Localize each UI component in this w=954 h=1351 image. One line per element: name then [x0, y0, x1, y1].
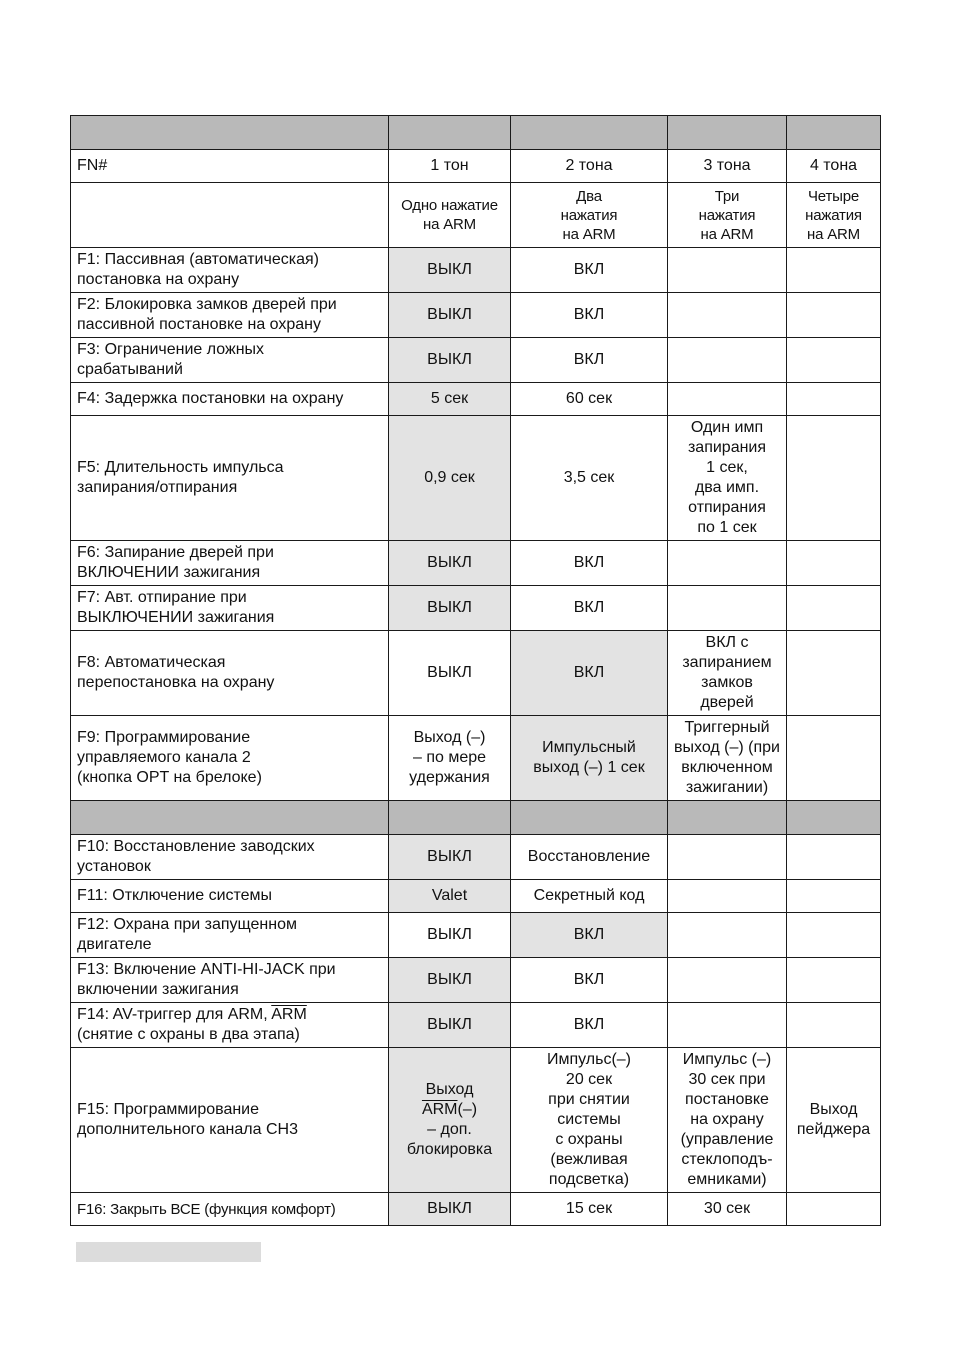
- function-name: F2: Блокировка замков дверей при пассивной постановке на охрану: [71, 293, 389, 338]
- value-tone-1: ВЫКЛ: [389, 586, 511, 631]
- value-tone-2: ВКЛ: [511, 958, 668, 1003]
- value-tone-2: Восстановление: [511, 835, 668, 880]
- value-tone-2: ВКЛ: [511, 541, 668, 586]
- function-name: F7: Авт. отпирание при ВЫКЛЮЧЕНИИ зажигания: [71, 586, 389, 631]
- function-name: F8: Автоматическая перепостановка на охрану: [71, 631, 389, 716]
- function-name: F3: Ограничение ложных срабатываний: [71, 338, 389, 383]
- value-tone-4: [787, 716, 881, 801]
- function-name: F15: Программирование дополнительного канала CH3: [71, 1048, 389, 1193]
- value-tone-2: ВКЛ: [511, 586, 668, 631]
- value-part: – доп. блокировка: [406, 1121, 493, 1158]
- value-tone-3: [668, 248, 787, 293]
- table-row-f15: [71, 1048, 881, 1193]
- value-tone-2: ВКЛ: [511, 1003, 668, 1048]
- value-tone-3: Импульс (–) 30 сек при постановке на охрану (управление стеклоподъ- емниками): [668, 1048, 787, 1193]
- value-tone-3: [668, 880, 787, 913]
- function-table: [70, 115, 881, 1226]
- value-tone-2: ВКЛ: [511, 248, 668, 293]
- function-name: F16: Закрыть ВСЕ (функция комфорт): [71, 1193, 389, 1226]
- table-band-top: [71, 116, 881, 150]
- value-tone-4: [787, 880, 881, 913]
- function-name: F1: Пассивная (автоматическая) постановка на охрану: [71, 248, 389, 293]
- table-row-f6: [71, 541, 881, 586]
- table-band-middle: [71, 801, 881, 835]
- table-row-f11: [71, 880, 881, 913]
- value-tone-3: [668, 1003, 787, 1048]
- value-tone-4: Выход пейджера: [787, 1048, 881, 1193]
- table-subheader-row: [71, 183, 881, 248]
- table-row-f5: [71, 416, 881, 541]
- value-tone-4: [787, 248, 881, 293]
- value-tone-3: [668, 383, 787, 416]
- table-header-row: [71, 150, 881, 183]
- header-tone-3: 3 тона: [668, 150, 787, 183]
- value-tone-1: ВЫКЛ: [389, 913, 511, 958]
- function-name: F6: Запирание дверей при ВКЛЮЧЕНИИ зажигания: [71, 541, 389, 586]
- subheader-presses-4: Четыре нажатия на ARM: [787, 183, 881, 248]
- function-name-part: F14: AV-триггер для ARM,: [77, 1006, 272, 1023]
- value-tone-2: ВКЛ: [511, 293, 668, 338]
- table-row-f1: [71, 248, 881, 293]
- function-name-part: (снятие с охраны в два этапа): [77, 1026, 300, 1043]
- value-tone-1: ВЫКЛ: [389, 541, 511, 586]
- table-row-f3: [71, 338, 881, 383]
- value-tone-3: 30 сек: [668, 1193, 787, 1226]
- value-tone-1: ВЫКЛ: [389, 835, 511, 880]
- value-tone-2: Импульс(–) 20 сек при снятии системы с охраны (вежливая подсветка): [511, 1048, 668, 1193]
- value-tone-1: Valet: [389, 880, 511, 913]
- value-tone-2: Импульсный выход (–) 1 сек: [511, 716, 668, 801]
- value-tone-1: 5 сек: [389, 383, 511, 416]
- value-tone-4: [787, 416, 881, 541]
- value-tone-3: [668, 835, 787, 880]
- value-tone-4: [787, 541, 881, 586]
- function-name: F12: Охрана при запущенном двигателе: [71, 913, 389, 958]
- subheader-presses-1: Одно нажатие на ARM: [389, 183, 511, 248]
- value-tone-1: ВЫКЛ: [389, 1003, 511, 1048]
- value-tone-1: 0,9 сек: [389, 416, 511, 541]
- value-tone-2: Секретный код: [511, 880, 668, 913]
- table-row-f8: [71, 631, 881, 716]
- subheader-presses-3: Три нажатия на ARM: [668, 183, 787, 248]
- function-name: F13: Включение ANTI-HI-JACK при включении зажигания: [71, 958, 389, 1003]
- arm-overline-text: $\overline{ARM}$: [271, 1006, 307, 1023]
- function-name: [71, 1003, 389, 1048]
- table-row-f10: [71, 835, 881, 880]
- header-tone-4: 4 тона: [787, 150, 881, 183]
- table-row-f2: [71, 293, 881, 338]
- table-row-f7: [71, 586, 881, 631]
- table-row-f13: [71, 958, 881, 1003]
- table-row-f14: [71, 1003, 881, 1048]
- value-tone-3: Триггерный выход (–) (при включенном зажигании): [668, 716, 787, 801]
- value-tone-3: [668, 958, 787, 1003]
- value-tone-1: ВЫКЛ: [389, 958, 511, 1003]
- table-row-f4: [71, 383, 881, 416]
- subheader-presses-2: Два нажатия на ARM: [511, 183, 668, 248]
- value-tone-4: [787, 1003, 881, 1048]
- value-tone-1: ВЫКЛ: [389, 338, 511, 383]
- function-name: F9: Программирование управляемого канала 2 (кнопка OPT на брелоке): [71, 716, 389, 801]
- value-tone-2: ВКЛ: [511, 913, 668, 958]
- header-tone-2: 2 тона: [511, 150, 668, 183]
- value-tone-4: [787, 835, 881, 880]
- value-tone-4: [787, 383, 881, 416]
- header-fn: FN#: [71, 150, 389, 183]
- value-part: (–): [457, 1101, 478, 1118]
- function-name: F11: Отключение системы: [71, 880, 389, 913]
- value-tone-1: [389, 1048, 511, 1193]
- table-row-f16: [71, 1193, 881, 1226]
- arm-overline-text: $\overline{ARM}$: [421, 1101, 458, 1118]
- value-tone-3: [668, 293, 787, 338]
- value-tone-1: ВЫКЛ: [389, 248, 511, 293]
- value-tone-2: 15 сек: [511, 1193, 668, 1226]
- value-part: Выход: [425, 1081, 474, 1098]
- value-tone-1: ВЫКЛ: [389, 631, 511, 716]
- header-tone-1: 1 тон: [389, 150, 511, 183]
- value-tone-2: 3,5 сек: [511, 416, 668, 541]
- function-name: F5: Длительность импульса запирания/отпирания: [71, 416, 389, 541]
- value-tone-1: ВЫКЛ: [389, 1193, 511, 1226]
- function-name: F10: Восстановление заводских установок: [71, 835, 389, 880]
- value-tone-4: [787, 1193, 881, 1226]
- function-name: F4: Задержка постановки на охрану: [71, 383, 389, 416]
- value-tone-4: [787, 338, 881, 383]
- value-tone-3: [668, 541, 787, 586]
- value-tone-4: [787, 913, 881, 958]
- value-tone-3: ВКЛ с запиранием замков дверей: [668, 631, 787, 716]
- footer-gray-bar: [76, 1242, 261, 1262]
- table-row-f9: [71, 716, 881, 801]
- table-row-f12: [71, 913, 881, 958]
- value-tone-4: [787, 293, 881, 338]
- value-tone-2: ВКЛ: [511, 338, 668, 383]
- value-tone-4: [787, 958, 881, 1003]
- value-tone-2: ВКЛ: [511, 631, 668, 716]
- value-tone-2: 60 сек: [511, 383, 668, 416]
- value-tone-3: [668, 586, 787, 631]
- value-tone-3: [668, 913, 787, 958]
- value-tone-4: [787, 631, 881, 716]
- value-tone-3: Один имп запирания 1 сек, два имп. отпирания по 1 сек: [668, 416, 787, 541]
- value-tone-1: Выход (–) – по мере удержания: [389, 716, 511, 801]
- value-tone-4: [787, 586, 881, 631]
- value-tone-1: ВЫКЛ: [389, 293, 511, 338]
- value-tone-3: [668, 338, 787, 383]
